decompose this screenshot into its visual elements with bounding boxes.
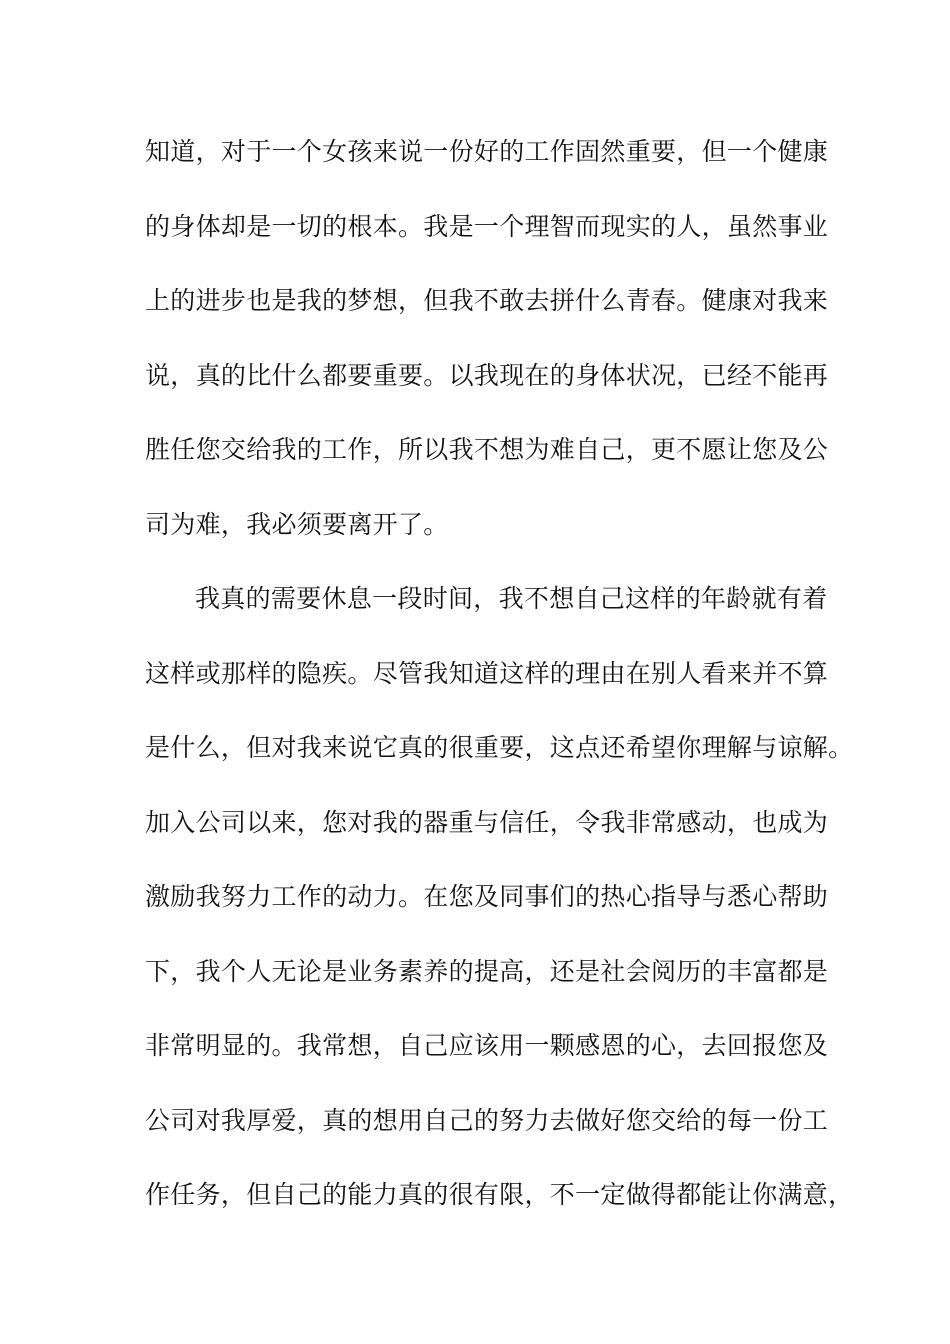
text-line: 加入公司以来，您对我的器重与信任，令我非常感动，也成为 <box>145 807 829 837</box>
paragraph-start-line: 我真的需要休息一段时间，我不想自己这样的年龄就有着 <box>195 584 828 613</box>
text-line: 知道，对于一个女孩来说一份好的工作固然重要，但一个健康 <box>145 137 829 166</box>
text-line: 激励我努力工作的动力。在您及同事们的热心指导与悉心帮助 <box>145 882 829 911</box>
text-line: 上的进步也是我的梦想，但我不敢去拼什么青春。健康对我来 <box>145 286 829 315</box>
text-line: 说，真的比什么都要重要。以我现在的身体状况，已经不能再 <box>145 360 829 390</box>
text-line: 下，我个人无论是业务素养的提高，还是社会阅历的丰富都是 <box>145 956 829 986</box>
text-line: 非常明显的。我常想，自己应该用一颗感恩的心，去回报您及 <box>145 1031 829 1060</box>
text-line: 作任务，但自己的能力真的很有限，不一定做得都能让你满意， <box>145 1180 854 1209</box>
text-line: 是什么，但对我来说它真的很重要，这点还希望你理解与谅解。 <box>145 733 854 762</box>
document-body <box>145 130 854 1248</box>
text-line: 胜任您交给我的工作，所以我不想为难自己，更不愿让您及公 <box>145 435 829 464</box>
text-line: 公司对我厚爱，真的想用自己的努力去做好您交给的每一份工 <box>145 1105 829 1135</box>
text-line: 司为难，我必须要离开了。 <box>145 509 449 539</box>
text-line: 的身体却是一切的根本。我是一个理智而现实的人，虽然事业 <box>145 211 829 241</box>
text-line: 这样或那样的隐疾。尽管我知道这样的理由在别人看来并不算 <box>145 658 829 688</box>
